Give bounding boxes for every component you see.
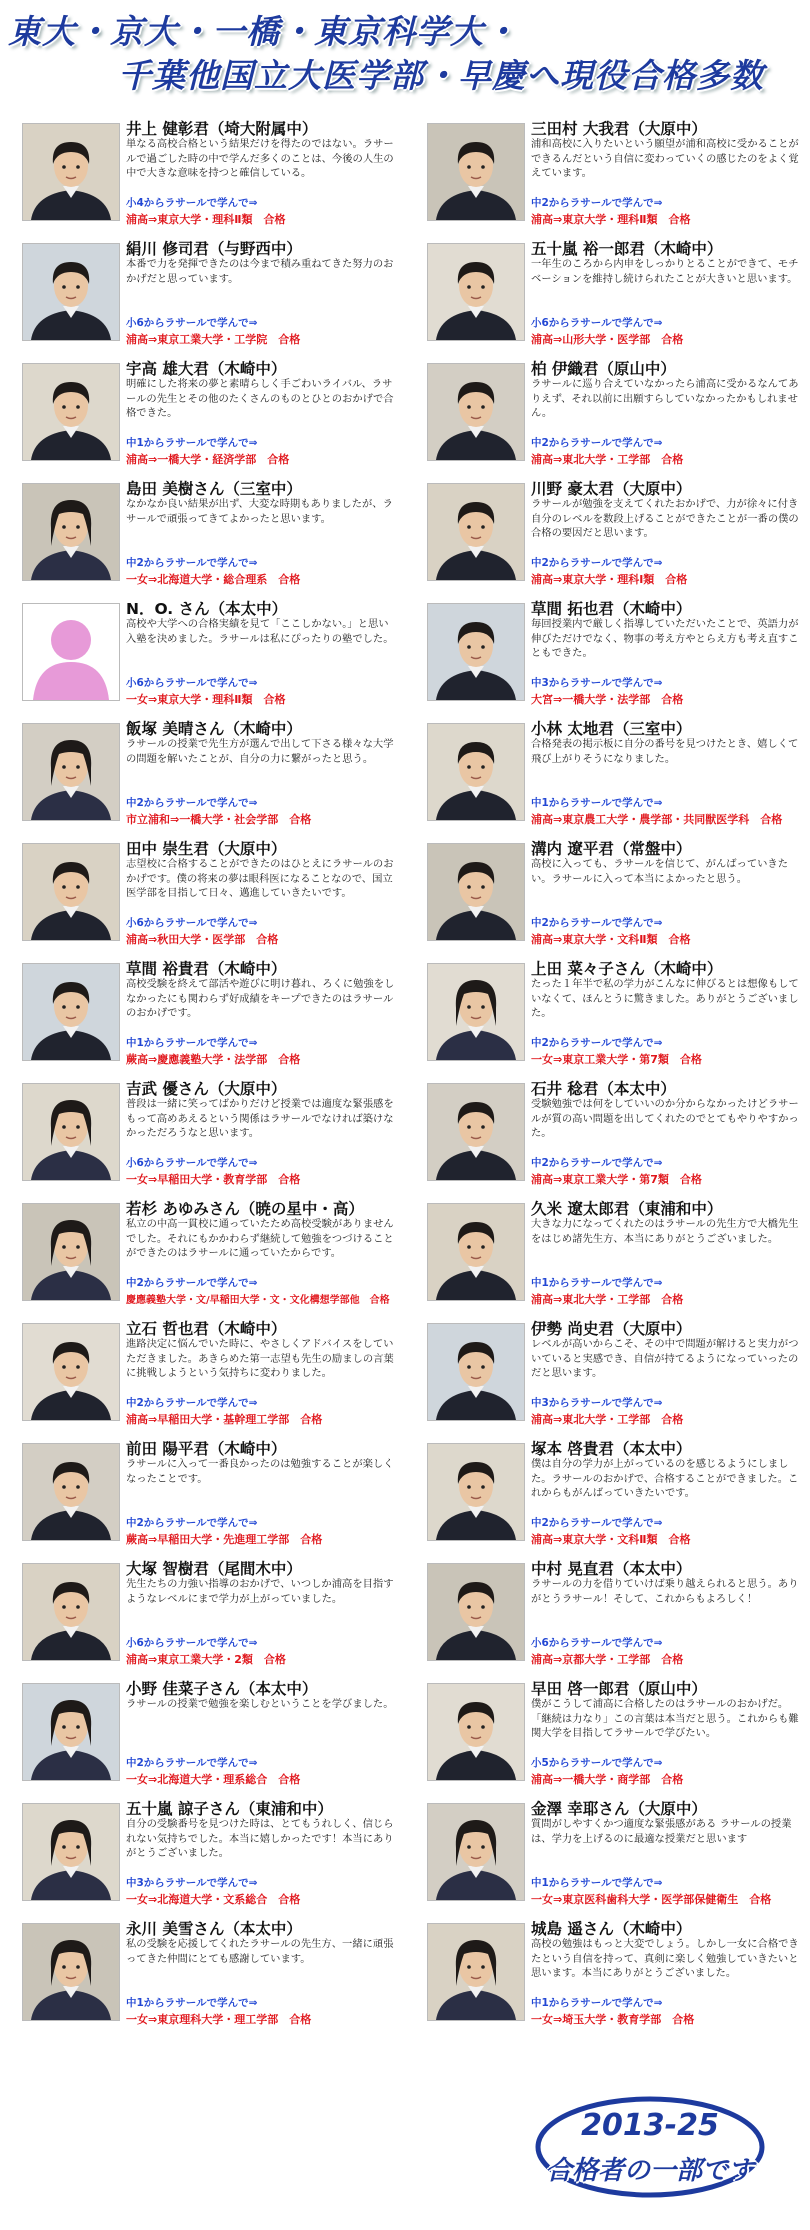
testimonial-card: [405, 1075, 805, 1193]
start-grade: 中1からラサールで学んで⇒: [126, 1997, 258, 2009]
testimonial-card: [0, 355, 400, 473]
start-grade: 中1からラサールで学んで⇒: [531, 1877, 663, 1889]
student-comment: 本番で力を発揮できたのは今まで積み重ねてきた努力のおかげだと思っています。: [126, 258, 394, 285]
admission-result: 浦高⇒東北大学・工学部 合格: [531, 1413, 684, 1426]
admission-result: 浦高⇒一橋大学・商学部 合格: [531, 1773, 684, 1786]
testimonial-card: [0, 1195, 400, 1313]
student-name: 久米 遼太郎君（東浦和中）: [531, 1200, 723, 1218]
admission-result: 浦高⇒東京大学・理科Ⅱ類 合格: [126, 213, 286, 226]
student-name: 石井 稔君（本太中）: [531, 1080, 676, 1098]
start-grade: 中2からラサールで学んで⇒: [531, 917, 663, 929]
testimonial-card: [405, 835, 805, 953]
admission-result: 蕨高⇒早稲田大学・先進理工学部 合格: [126, 1533, 323, 1546]
testimonial-card: [0, 595, 400, 713]
admission-result: 一女⇒早稲田大学・教育学部 合格: [126, 1173, 301, 1186]
student-photo: [427, 1443, 525, 1541]
testimonial-card: [405, 475, 805, 593]
admission-result: 浦高⇒東京大学・文科Ⅱ類 合格: [531, 933, 691, 946]
student-photo: [427, 1563, 525, 1661]
admission-result: 慶應義塾大学・文/早稲田大学・文・文化構想学部他 合格: [126, 1295, 390, 1306]
start-grade: 小6からラサールで学んで⇒: [126, 677, 258, 689]
student-comment: 明確にした将来の夢と素晴らしく手ごわいライバル、ラサールの先生とその他のたくさんのものとひとのおかげで合格できた。: [126, 378, 394, 419]
start-grade: 中1からラサールで学んで⇒: [531, 1277, 663, 1289]
student-comment: 質問がしやすくかつ適度な緊張感がある ラサールの授業は、学力を上げるのに最適な授業だと思います: [531, 1818, 792, 1845]
student-name: 飯塚 美晴さん（木崎中）: [126, 720, 302, 738]
admission-result: 一女⇒北海道大学・理系総合 合格: [126, 1773, 301, 1786]
student-comment: 大きな力になってくれたのはラサールの先生方で大橋先生をはじめ諸先生方、本当にありがとうございました。: [531, 1218, 799, 1245]
student-name: 立石 哲也君（木崎中）: [126, 1320, 287, 1338]
student-name: 三田村 大我君（大原中）: [531, 120, 707, 138]
start-grade: 中2からラサールで学んで⇒: [126, 557, 258, 569]
start-grade: 中2からラサールで学んで⇒: [531, 1517, 663, 1529]
student-photo: [22, 603, 120, 701]
student-name: 前田 陽平君（木崎中）: [126, 1440, 287, 1458]
student-comment: 普段は一緒に笑ってばかりだけど授業では適度な緊張感をもって高めあえるという関係はラサールでなければ築けなかっただろうなと思います。: [126, 1098, 394, 1139]
student-comment: 自分の受験番号を見つけた時は、とてもうれしく、信じられない気持ちでした。本当に嬉しかったです！本当にありがとうございました。: [126, 1818, 394, 1859]
student-comment: たった１年半で私の学力がこんなに伸びるとは想像もしていなくて、ほんとうに驚きました。ありがとうございました。: [531, 978, 799, 1019]
page-header: [0, 0, 810, 100]
admission-result: 浦高⇒東京工業大学・第7類 合格: [531, 1173, 702, 1186]
student-photo: [22, 723, 120, 821]
testimonial-card: [0, 1795, 400, 1913]
testimonial-card: [405, 955, 805, 1073]
testimonial-card: [405, 115, 805, 233]
student-comment: 私立の中高一貫校に通っていたため高校受験がありませんでした。それにもかかわらず継続して勉強をつづけることができたのはラサールに通っていたからです。: [126, 1218, 394, 1259]
student-photo: [427, 963, 525, 1061]
admission-result: 浦高⇒東北大学・工学部 合格: [531, 1293, 684, 1306]
student-comment: ラサールに入って一番良かったのは勉強することが楽しくなったことです。: [126, 1458, 394, 1485]
testimonial-card: [0, 475, 400, 593]
student-photo: [22, 1923, 120, 2021]
student-comment: 高校受験を終えて部活や遊びに明け暮れ、ろくに勉強をしなかったにも関わらず好成績をキープできたのはラサールのおかげです。: [126, 978, 395, 1019]
student-comment: 僕がこうして浦高に合格したのはラサールのおかげだ。「継続は力なり」この言葉は本当だと思う。これからも難関大学を目指してラサールで学びたい。: [531, 1698, 799, 1739]
start-grade: 中2からラサールで学んで⇒: [126, 1397, 258, 1409]
testimonial-card: [0, 1555, 400, 1673]
headline-line-1: 東大・京大・一橋・東京科学大・: [8, 12, 518, 51]
student-name: 中村 晃直君（本太中）: [531, 1560, 692, 1578]
student-photo: [427, 1323, 525, 1421]
start-grade: 小6からラサールで学んで⇒: [126, 1157, 258, 1169]
start-grade: 小4からラサールで学んで⇒: [126, 197, 258, 209]
admission-result: 浦高⇒東北大学・工学部 合格: [531, 453, 684, 466]
testimonial-card: [0, 115, 400, 233]
student-photo: [427, 1923, 525, 2021]
student-photo: [427, 1683, 525, 1781]
student-comment: 浦和高校に入りたいという願望が浦和高校に受かることができるんだという自信に変わっていくの感じたのをよく覚えています。: [531, 138, 799, 179]
headline-line-2: 千葉他国立大医学部・早慶へ現役合格多数: [118, 56, 764, 95]
student-photo: [22, 1563, 120, 1661]
student-name: 五十嵐 裕一郎君（木崎中）: [531, 240, 723, 258]
student-photo: [22, 483, 120, 581]
admission-result: 浦高⇒東京大学・理科Ⅰ類 合格: [531, 573, 688, 586]
start-grade: 中2からラサールで学んで⇒: [531, 197, 663, 209]
start-grade: 小6からラサールで学んで⇒: [126, 917, 258, 929]
admission-result: 浦高⇒東京大学・文科Ⅱ類 合格: [531, 1533, 691, 1546]
student-comment: 高校に入っても、ラサールを信じて、がんばっていきたい。ラサールに入って本当によかったと思う。: [531, 858, 789, 885]
admission-result: 浦高⇒東京大学・理科Ⅱ類 合格: [531, 213, 691, 226]
testimonial-card: [405, 355, 805, 473]
student-comment: 受験勉強では何をしていいのか分からなかったけどラサールが質の高い問題を出してくれたのでとてもやりやすかった。: [531, 1098, 799, 1139]
start-grade: 中2からラサールで学んで⇒: [531, 1037, 663, 1049]
student-comment: 進路決定に悩んでいた時に、やさしくアドバイスをしていただきました。あきらめた第一志望も先生の励ましの言葉に挑戦しようという気持ちに変わりました。: [126, 1338, 394, 1379]
start-grade: 中1からラサールで学んで⇒: [126, 437, 258, 449]
student-name: 早田 啓一郎君（原山中）: [531, 1680, 707, 1698]
admission-result: 一女⇒埼玉大学・教育学部 合格: [531, 2013, 695, 2026]
start-grade: 小6からラサールで学んで⇒: [531, 317, 663, 329]
start-grade: 中1からラサールで学んで⇒: [531, 797, 663, 809]
student-name: 田中 崇生君（大原中）: [126, 840, 287, 858]
student-photo: [427, 1083, 525, 1181]
student-comment: ラサールの授業で勉強を楽しむということを学びました。: [126, 1698, 394, 1710]
student-name: 溝内 遼平君（常盤中）: [531, 840, 692, 858]
start-grade: 小5からラサールで学んで⇒: [531, 1757, 663, 1769]
start-grade: 小6からラサールで学んで⇒: [531, 1637, 663, 1649]
student-photo: [427, 723, 525, 821]
student-photo: [427, 1203, 525, 1301]
admission-result: 浦高⇒一橋大学・経済学部 合格: [126, 453, 290, 466]
student-name: 草間 裕貴君（木崎中）: [126, 960, 287, 978]
admission-result: 一女⇒東京工業大学・第7類 合格: [531, 1053, 702, 1066]
student-photo: [427, 363, 525, 461]
testimonial-card: [405, 1315, 805, 1433]
student-name: 柏 伊織君（原山中）: [531, 360, 676, 378]
start-grade: 中2からラサールで学んで⇒: [126, 797, 258, 809]
student-photo: [22, 963, 120, 1061]
student-name: 川野 豪太君（大原中）: [531, 480, 692, 498]
student-photo: [427, 483, 525, 581]
student-comment: 合格発表の掲示板に自分の番号を見つけたとき、嬉しくて飛び上がりそうになりました。: [531, 738, 799, 765]
student-comment: 志望校に合格することができたのはひとえにラサールのおかげです。僕の将来の夢は眼科医になることなので、国立医学部を目指して日々、邁進していきたいです。: [126, 858, 394, 899]
start-grade: 小6からラサールで学んで⇒: [126, 1637, 258, 1649]
student-photo: [22, 1683, 120, 1781]
testimonial-card: [405, 1915, 805, 2033]
testimonial-card: [405, 1435, 805, 1553]
admission-result: 一女⇒東京大学・理科Ⅱ類 合格: [126, 693, 286, 706]
stamp-caption: 合格者の一部です: [545, 2156, 754, 2186]
testimonial-card: [405, 1555, 805, 1673]
start-grade: 中2からラサールで学んで⇒: [126, 1757, 258, 1769]
start-grade: 中2からラサールで学んで⇒: [531, 1157, 663, 1169]
student-name: N．O. さん（本太中）: [126, 600, 288, 618]
student-comment: 僕は自分の学力が上がっているのを感じるようにしました。ラサールのおかげで、合格することができました。これからもがんばっていきたいです。: [531, 1458, 799, 1499]
student-photo: [22, 243, 120, 341]
start-grade: 中2からラサールで学んで⇒: [531, 557, 663, 569]
student-name: 大塚 智樹君（尾間木中）: [126, 1560, 302, 1578]
student-comment: なかなか良い結果が出ず、大変な時期もありましたが、ラサールで頑張ってきてよかったと思います。: [126, 498, 393, 525]
admission-result: 一女⇒北海道大学・文系総合 合格: [126, 1893, 301, 1906]
admission-result: 浦高⇒山形大学・医学部 合格: [531, 333, 684, 346]
admission-result: 浦高⇒早稲田大学・基幹理工学部 合格: [126, 1413, 323, 1426]
student-name: 金澤 幸耶さん（大原中）: [531, 1800, 707, 1818]
start-grade: 小6からラサールで学んで⇒: [126, 317, 258, 329]
student-name: 草間 拓也君（木崎中）: [531, 600, 692, 618]
admission-result: 蕨高⇒慶應義塾大学・法学部 合格: [126, 1053, 301, 1066]
student-name: 城島 遥さん（木崎中）: [531, 1920, 692, 1938]
student-name: 永川 美雪さん（本太中）: [126, 1920, 302, 1938]
stamp-year: 2013-25: [581, 2108, 719, 2143]
student-name: 伊勢 尚史君（大原中）: [531, 1320, 692, 1338]
testimonial-card: [0, 835, 400, 953]
start-grade: 中1からラサールで学んで⇒: [126, 1037, 258, 1049]
testimonial-card: [405, 235, 805, 353]
testimonial-card: [405, 595, 805, 713]
student-comment: 高校の勉強はもっと大変でしょう。しかし一女に合格できたという自信を持って、真剣に楽しく勉強していきたいと思います。本当にありがとうございました。: [531, 1938, 799, 1979]
student-comment: 単なる高校合格という結果だけを得たのではない。ラサールで過ごした時の中で学んだ多くのことは、今後の人生の中で大きな意味を持つと確信している。: [126, 138, 394, 179]
admission-result: 大宮⇒一橋大学・法学部 合格: [531, 693, 684, 706]
student-photo: [22, 843, 120, 941]
admission-result: 浦高⇒東京農工大学・農学部・共同獣医学科 合格: [531, 813, 783, 826]
student-photo: [22, 363, 120, 461]
year-stamp: [530, 2092, 770, 2202]
testimonial-card: [405, 715, 805, 833]
testimonial-card: [0, 715, 400, 833]
testimonial-card: [0, 955, 400, 1073]
student-photo: [22, 123, 120, 221]
admission-result: 浦高⇒東京工業大学・工学院 合格: [126, 333, 301, 346]
start-grade: 中3からラサールで学んで⇒: [531, 677, 663, 689]
student-name: 井上 健彰君（埼大附属中）: [126, 120, 318, 138]
student-name: 若杉 あゆみさん（暁の星中・高）: [126, 1200, 364, 1218]
admission-result: 一女⇒北海道大学・総合理系 合格: [126, 573, 301, 586]
student-photo: [22, 1803, 120, 1901]
student-photo: [427, 843, 525, 941]
student-name: 塚本 啓貴君（本太中）: [531, 1440, 692, 1458]
testimonial-card: [405, 1195, 805, 1313]
student-name: 宇高 雄大君（木崎中）: [126, 360, 287, 378]
student-comment: レベルが高いからこそ、その中で問題が解けると実力がついていると実感でき、自信が持てるようになっていったのだと思います。: [531, 1338, 799, 1379]
start-grade: 中2からラサールで学んで⇒: [531, 437, 663, 449]
student-name: 吉武 優さん（大原中）: [126, 1080, 287, 1098]
start-grade: 中3からラサールで学んで⇒: [126, 1877, 258, 1889]
student-name: 五十嵐 諒子さん（東浦和中）: [126, 1800, 333, 1818]
student-comment: 私の受験を応援してくれたラサールの先生方、一緒に頑張ってきた仲間にとても感謝しています。: [126, 1938, 394, 1965]
student-photo: [22, 1203, 120, 1301]
start-grade: 中3からラサールで学んで⇒: [531, 1397, 663, 1409]
admission-result: 浦高⇒京都大学・工学部 合格: [531, 1653, 684, 1666]
student-photo: [22, 1083, 120, 1181]
student-comment: ラサールの力を借りていけば乗り越えられると思う。ありがとうラサール！そして、これからもよろしく！: [531, 1578, 799, 1605]
start-grade: 中2からラサールで学んで⇒: [126, 1517, 258, 1529]
start-grade: 中1からラサールで学んで⇒: [531, 1997, 663, 2009]
student-name: 小野 佳菜子さん（本太中）: [126, 1680, 318, 1698]
admission-result: 浦高⇒東京工業大学・2類 合格: [126, 1653, 286, 1666]
testimonial-card: [405, 1675, 805, 1793]
student-photo: [427, 243, 525, 341]
student-photo: [427, 603, 525, 701]
student-name: 小林 太地君（三室中）: [531, 720, 692, 738]
testimonial-card: [0, 1315, 400, 1433]
student-photo: [427, 1803, 525, 1901]
start-grade: 中2からラサールで学んで⇒: [126, 1277, 258, 1289]
student-photo: [22, 1323, 120, 1421]
student-photo: [427, 123, 525, 221]
student-name: 島田 美樹さん（三室中）: [126, 480, 302, 498]
testimonial-card: [405, 1795, 805, 1913]
student-comment: ラサールに巡り合えていなかったら浦高に受かるなんてありえず、それ以前に出願すらしていなかったかもしれません。: [531, 378, 799, 419]
student-photo: [22, 1443, 120, 1541]
student-comment: ラサールが勉強を支えてくれたおかげで、力が徐々に付き自分のレベルを数段上げることができたことが一番の僕の合格の要因だと思います。: [531, 498, 799, 539]
testimonial-card: [0, 1915, 400, 2033]
student-comment: 毎回授業内で厳しく指導していただいたことで、英語力が伸びただけでなく、物事の考え方やとらえ方も考え直すこともできた。: [531, 618, 799, 659]
testimonial-card: [0, 1675, 400, 1793]
student-comment: 高校や大学への合格実績を見て「ここしかない。」と思い入塾を決めました。ラサールは私にぴったりの塾でした。: [126, 618, 394, 645]
student-comment: 一年生のころから内申をしっかりとることができて、モチベーションを維持し続けられたことが大きいと思います。: [531, 258, 799, 285]
admission-result: 市立浦和⇒一橋大学・社会学部 合格: [126, 813, 312, 826]
admission-result: 一女⇒東京理科大学・理工学部 合格: [126, 2013, 312, 2026]
student-name: 絹川 修司君（与野西中）: [126, 240, 302, 258]
testimonial-card: [0, 235, 400, 353]
student-name: 上田 菜々子さん（木崎中）: [531, 960, 723, 978]
testimonial-card: [0, 1435, 400, 1553]
admission-result: 一女⇒東京医科歯科大学・医学部保健衛生 合格: [531, 1893, 772, 1906]
student-comment: ラサールの授業で先生方が選んで出して下さる様々な大学の問題を解いたことが、自分の力に繋がったと思う。: [126, 738, 394, 765]
admission-result: 浦高⇒秋田大学・医学部 合格: [126, 933, 279, 946]
testimonial-card: [0, 1075, 400, 1193]
student-comment: 先生たちの力強い指導のおかげで、いつしか浦高を目指すようなレベルにまで学力が上がっていました。: [126, 1578, 394, 1605]
